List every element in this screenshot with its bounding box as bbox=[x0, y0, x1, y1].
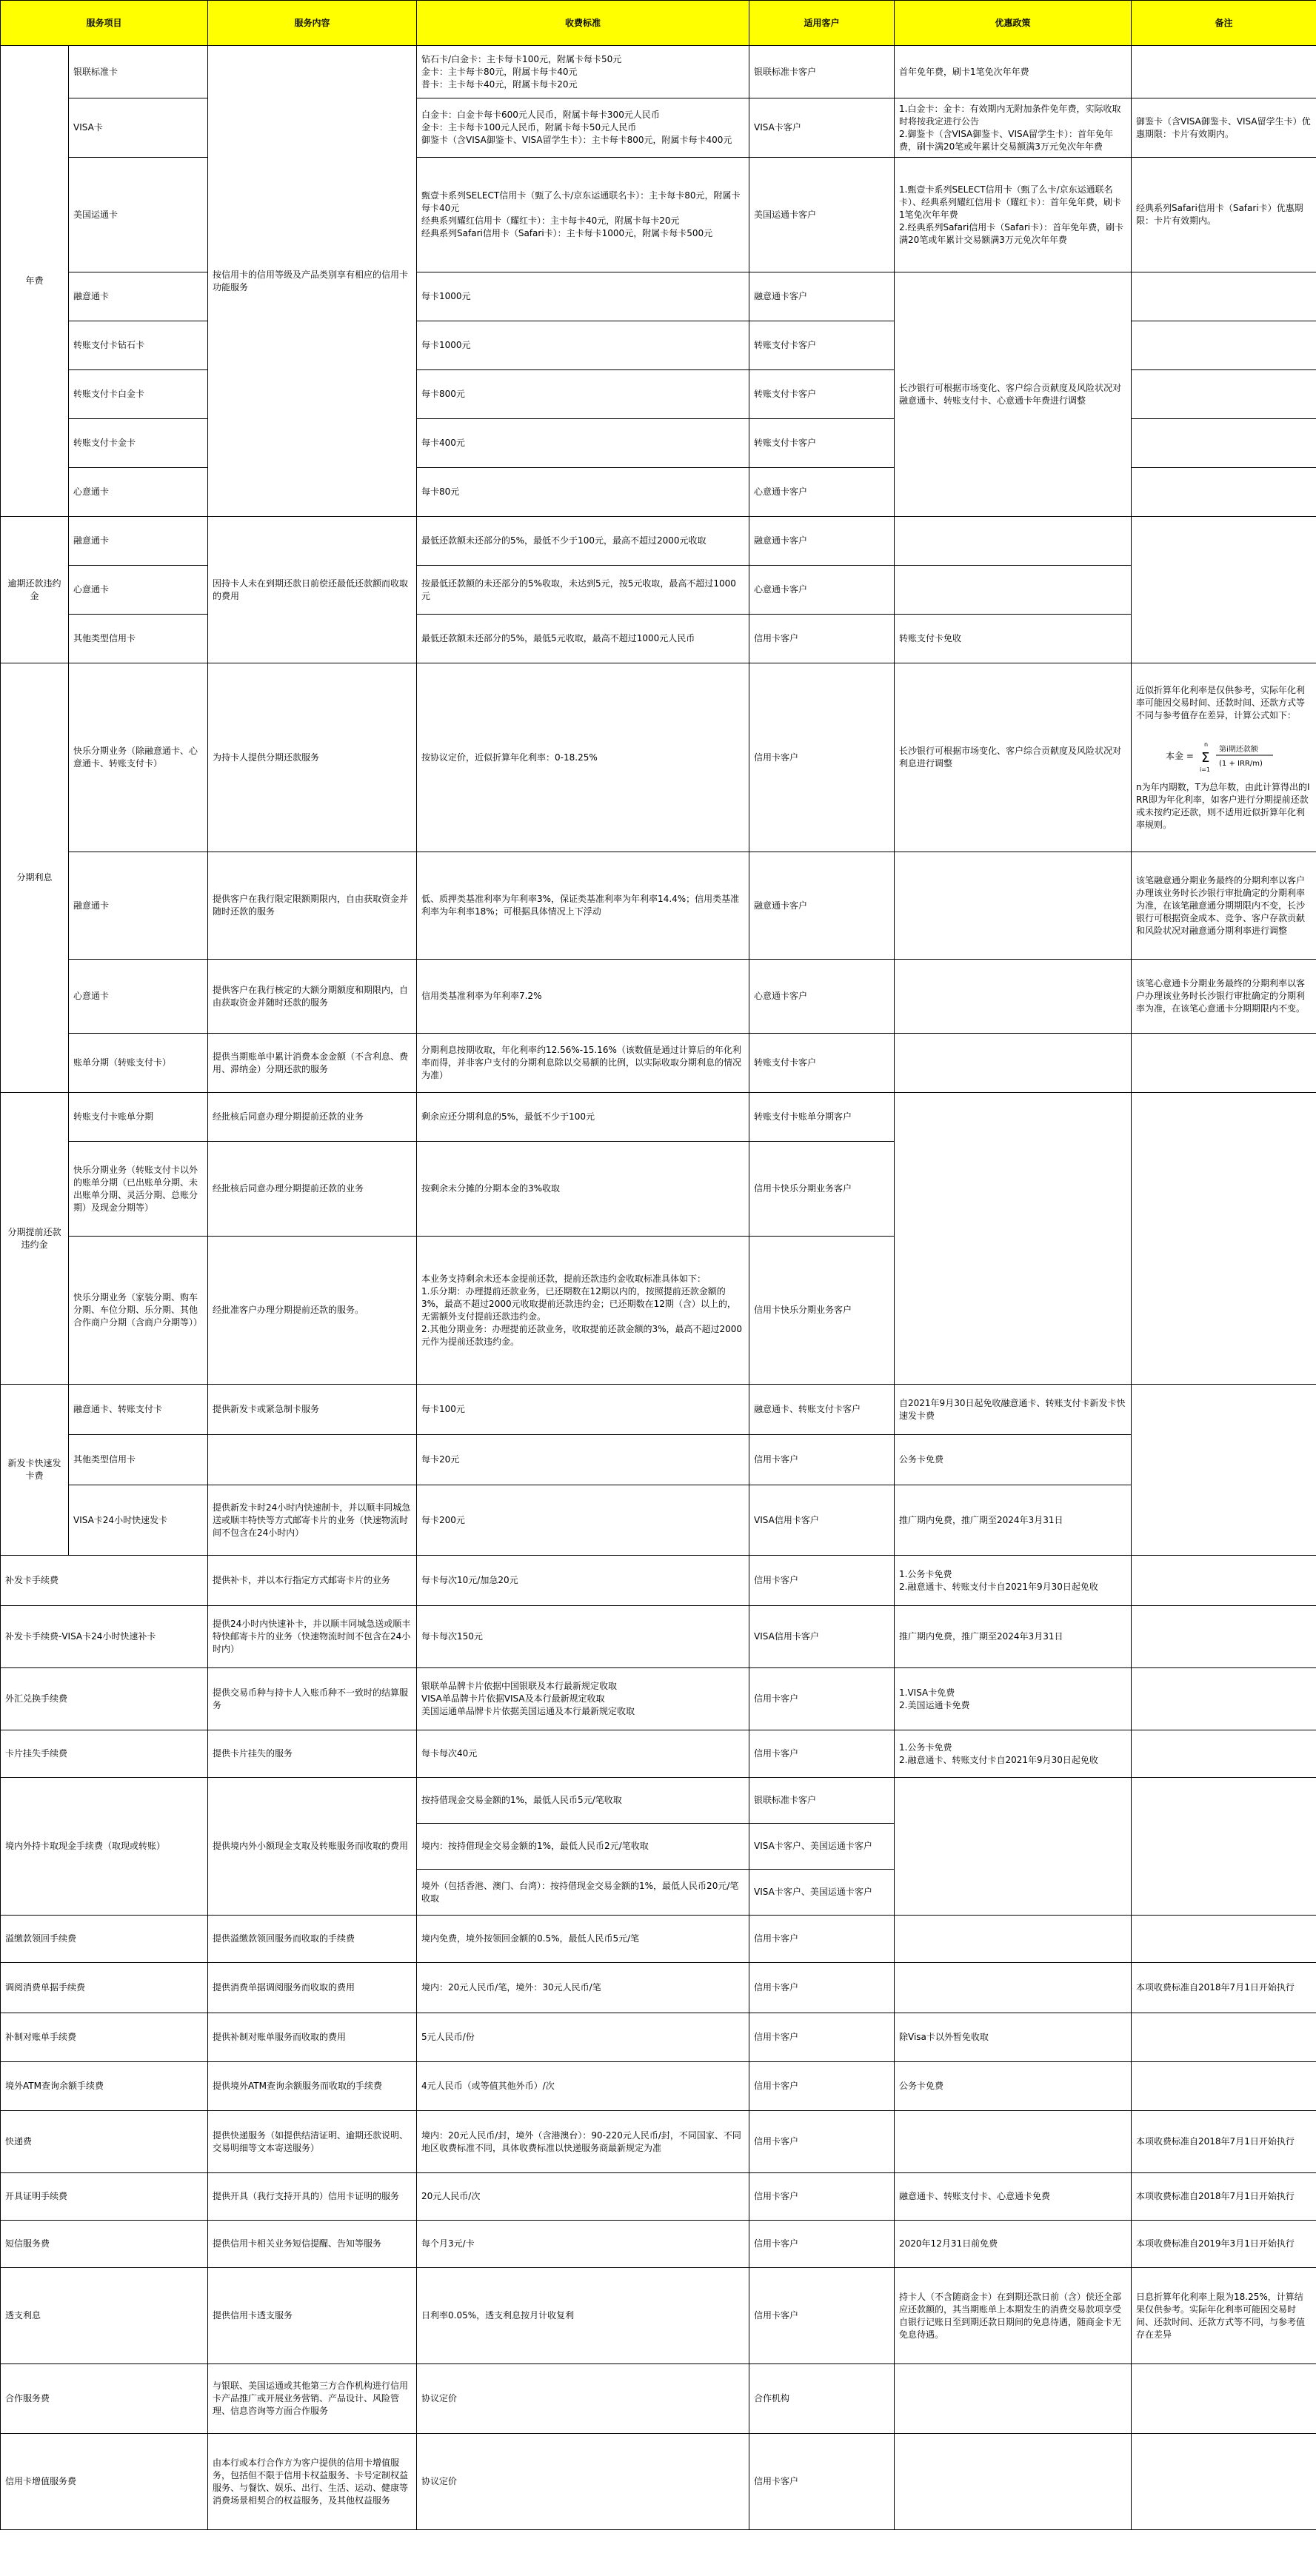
item-cell: 合作服务费 bbox=[1, 2364, 208, 2434]
table-row bbox=[1, 1778, 1316, 1824]
customer-cell: 信用卡客户 bbox=[749, 1556, 895, 1606]
policy-cell: 推广期内免费，推广期至2024年3月31日 bbox=[895, 1485, 1132, 1556]
item-cell: 透支利息 bbox=[1, 2268, 208, 2364]
table-row bbox=[1, 1435, 1316, 1485]
table-row bbox=[1, 1668, 1316, 1730]
fee-cell: 每卡100元 bbox=[417, 1385, 749, 1435]
fee-cell: 20元人民币/次 bbox=[417, 2173, 749, 2221]
header-row bbox=[1, 1, 1316, 46]
note-cell: 日息折算年化利率上限为18.25%，计算结果仅供参考。实际年化利率可能因交易时间、还款时间、还款方式等不同，与参考值存在差异 bbox=[1132, 2268, 1316, 2364]
note-cell bbox=[1132, 1606, 1316, 1668]
policy-cell bbox=[895, 2111, 1132, 2173]
item-cell: 补制对账单手续费 bbox=[1, 2013, 208, 2062]
customer-cell: 信用卡快乐分期业务客户 bbox=[749, 1237, 895, 1385]
customer-cell: 融意通卡、转账支付卡客户 bbox=[749, 1385, 895, 1435]
note-text: 近似折算年化利率是仅供参考，实际年化利率可能因交易时间、还款时间、还款方式等不同与参考值存在差异，计算公式如下： bbox=[1136, 684, 1306, 720]
policy-cell: 2020年12月31日前免费 bbox=[895, 2221, 1132, 2268]
customer-cell: 美国运通卡客户 bbox=[749, 158, 895, 272]
item-cell: 融意通卡、转账支付卡 bbox=[69, 1385, 208, 1435]
policy-cell bbox=[895, 852, 1132, 960]
policy-cell bbox=[895, 1093, 1132, 1385]
note-cell bbox=[1132, 2364, 1316, 2434]
content-cell: 提供消费单据调阅服务而收取的费用 bbox=[208, 1963, 417, 2013]
table-row bbox=[1, 2062, 1316, 2111]
policy-cell: 自2021年9月30日起免收融意通卡、转账支付卡新发卡快速发卡费 bbox=[895, 1385, 1132, 1435]
policy-cell: 1.公务卡免费 2.融意通卡、转账支付卡自2021年9月30日起免收 bbox=[895, 1730, 1132, 1778]
fee-cell: 每卡每次150元 bbox=[417, 1606, 749, 1668]
note-cell bbox=[1132, 1730, 1316, 1778]
content-cell: 提供客户在我行核定的大额分期额度和期限内，自由获取资金并随时还款的服务 bbox=[208, 960, 417, 1034]
item-cell: 账单分期（转账支付卡） bbox=[69, 1034, 208, 1093]
header-fee-standard: 收费标准 bbox=[417, 1, 749, 46]
customer-cell: 信用卡快乐分期业务客户 bbox=[749, 1142, 895, 1237]
item-cell: VISA卡24小时快速发卡 bbox=[69, 1485, 208, 1556]
customer-cell: 心意通卡客户 bbox=[749, 566, 895, 615]
customer-cell: 信用卡客户 bbox=[749, 615, 895, 663]
note-cell bbox=[1132, 1034, 1316, 1093]
item-cell: 融意通卡 bbox=[69, 517, 208, 566]
note-cell bbox=[1132, 2062, 1316, 2111]
customer-cell: 心意通卡客户 bbox=[749, 468, 895, 517]
customer-cell: VISA卡客户、美国运通卡客户 bbox=[749, 1824, 895, 1870]
content-cell: 经批核后同意办理分期提前还款的业务 bbox=[208, 1142, 417, 1237]
policy-cell: 1.白金卡：金卡：有效期内无附加条件免年费，实际收取时将按我定进行公告 2.御鉴卡（含VISA御鉴卡、VISA留学生卡）：首年免年费，刷卡满20笔或年累计交易额满3万元免次年年费 bbox=[895, 98, 1132, 158]
category-installment: 分期利息 bbox=[1, 663, 69, 1093]
content-cell: 提供卡片挂失的服务 bbox=[208, 1730, 417, 1778]
note-cell: 该笔融意通分期业务最终的分期利率以客户办理该业务时长沙银行审批确定的分期利率为准，在该笔融意通分期期限内不变，长沙银行可根据资金成本、竞争、客户存款贡献和风险状况对融意通分期利率进行调整 bbox=[1132, 852, 1316, 960]
formula-sum-bot: i=1 bbox=[1200, 766, 1211, 773]
formula-numerator: 第i期还款额 bbox=[1219, 745, 1258, 754]
category-prepay: 分期提前还款违约金 bbox=[1, 1093, 69, 1385]
policy-cell: 首年免年费，刷卡1笔免次年年费 bbox=[895, 46, 1132, 98]
customer-cell: 信用卡客户 bbox=[749, 1730, 895, 1778]
item-cell: 心意通卡 bbox=[69, 566, 208, 615]
item-cell: 补发卡手续费-VISA卡24小时快速补卡 bbox=[1, 1606, 208, 1668]
header-policy: 优惠政策 bbox=[895, 1, 1132, 46]
fee-cell: 协议定价 bbox=[417, 2434, 749, 2530]
customer-cell: 转账支付卡客户 bbox=[749, 419, 895, 468]
table-row bbox=[1, 2221, 1316, 2268]
item-cell: 转账支付卡账单分期 bbox=[69, 1093, 208, 1142]
table-row bbox=[1, 2111, 1316, 2173]
fee-cell: 每卡800元 bbox=[417, 370, 749, 419]
policy-cell: 持卡人（不含随商金卡）在到期还款日前（含）偿还全部应还款额的，其当期账单上本期发生的消费交易款项享受自银行记账日至到期还款日期间的免息待遇，随商金卡无免息待遇。 bbox=[895, 2268, 1132, 2364]
item-cell: 其他类型信用卡 bbox=[69, 1435, 208, 1485]
table-row bbox=[1, 1093, 1316, 1142]
fee-cell: 剩余应还分期利息的5%，最低不少于100元 bbox=[417, 1093, 749, 1142]
fee-cell: 每卡80元 bbox=[417, 468, 749, 517]
fee-cell: 日利率0.05%，透支利息按月计收复利 bbox=[417, 2268, 749, 2364]
customer-cell: 信用卡客户 bbox=[749, 2013, 895, 2062]
fee-cell: 每卡400元 bbox=[417, 419, 749, 468]
policy-cell bbox=[895, 1778, 1132, 1916]
note-cell: 本项收费标准自2018年7月1日开始执行 bbox=[1132, 2173, 1316, 2221]
content-cell: 提供新发卡或紧急制卡服务 bbox=[208, 1385, 417, 1435]
policy-cell: 长沙银行可根据市场变化、客户综合贡献度及风险状况对利息进行调整 bbox=[895, 663, 1132, 852]
customer-cell: 信用卡客户 bbox=[749, 1963, 895, 2013]
policy-cell: 除Visa卡以外暂免收取 bbox=[895, 2013, 1132, 2062]
content-cell: 提供24小时内快速补卡，并以顺丰同城急送或顺丰特快邮寄卡片的业务（快速物流时间不包含在24小时内） bbox=[208, 1606, 417, 1668]
fee-cell: 每卡1000元 bbox=[417, 272, 749, 321]
policy-cell bbox=[895, 1916, 1132, 1963]
table-row bbox=[1, 2173, 1316, 2221]
customer-cell: 心意通卡客户 bbox=[749, 960, 895, 1034]
policy-cell bbox=[895, 2434, 1132, 2530]
fee-cell: 白金卡：白金卡每卡600元人民币，附属卡每卡300元人民币 金卡：主卡每卡100元人民币，附属卡每卡50元人民币 御鉴卡（含VISA御鉴卡、VISA留学生卡）：主卡每卡800元，附属卡每卡400元 bbox=[417, 98, 749, 158]
table-row bbox=[1, 1034, 1316, 1093]
table-row bbox=[1, 1385, 1316, 1435]
item-cell: 转账支付卡钻石卡 bbox=[69, 321, 208, 370]
item-cell: 卡片挂失手续费 bbox=[1, 1730, 208, 1778]
content-cell: 提供境外ATM查询余额服务而收取的手续费 bbox=[208, 2062, 417, 2111]
table-row bbox=[1, 852, 1316, 960]
policy-cell: 1.甄壹卡系列SELECT信用卡（甄了么卡/京东运通联名卡）、经典系列耀红信用卡（耀红卡）：首年免年费，刷卡1笔免次年年费 2.经典系列Safari信用卡（Safari卡）：首年免年费，刷卡满20笔或年累计交易额满3万元免次年年费 bbox=[895, 158, 1132, 272]
fee-cell: 甄壹卡系列SELECT信用卡（甄了么卡/京东运通联名卡）：主卡每卡80元，附属卡每卡40元 经典系列耀红信用卡（耀红卡）：主卡每卡40元，附属卡每卡20元 经典系列Safari信用卡（Safari卡）：主卡每卡1000元，附属卡每卡500元 bbox=[417, 158, 749, 272]
content-cell: 提供补制对账单服务而收取的费用 bbox=[208, 2013, 417, 2062]
content-cell: 提供快递服务（如提供结清证明、逾期还款说明、交易明细等文本寄送服务） bbox=[208, 2111, 417, 2173]
content-cell: 提供信用卡相关业务短信提醒、告知等服务 bbox=[208, 2221, 417, 2268]
customer-cell: 银联标准卡客户 bbox=[749, 1778, 895, 1824]
formula-sum-top: n bbox=[1204, 740, 1209, 748]
fee-cell: 按剩余未分摊的分期本金的3%收取 bbox=[417, 1142, 749, 1237]
fee-cell: 最低还款额未还部分的5%，最低不少于100元，最高不超过2000元收取 bbox=[417, 517, 749, 566]
item-cell: 心意通卡 bbox=[69, 960, 208, 1034]
fee-cell: 按持借现金交易金额的1%，最低人民币5元/笔收取 bbox=[417, 1778, 749, 1824]
item-cell: 快乐分期业务（家装分期、购车分期、车位分期、乐分期、其他合作商户分期（含商户分期等）） bbox=[69, 1237, 208, 1385]
customer-cell: 信用卡客户 bbox=[749, 2268, 895, 2364]
customer-cell: 信用卡客户 bbox=[749, 1916, 895, 1963]
item-cell: 其他类型信用卡 bbox=[69, 615, 208, 663]
fee-cell: 每卡每次10元/加急20元 bbox=[417, 1556, 749, 1606]
formula-sigma: Σ bbox=[1201, 749, 1210, 766]
fee-cell: 每卡200元 bbox=[417, 1485, 749, 1556]
table-row bbox=[1, 663, 1316, 852]
item-cell: 银联标准卡 bbox=[69, 46, 208, 98]
note-cell bbox=[1132, 419, 1316, 468]
fee-cell: 境内：20元人民币/笔，境外：30元人民币/笔 bbox=[417, 1963, 749, 2013]
fee-cell: 按协议定价，近似折算年化利率：0-18.25% bbox=[417, 663, 749, 852]
customer-cell: 信用卡客户 bbox=[749, 2062, 895, 2111]
fee-cell: 4元人民币（或等值其他外币）/次 bbox=[417, 2062, 749, 2111]
note-cell bbox=[1132, 2013, 1316, 2062]
customer-cell: 信用卡客户 bbox=[749, 663, 895, 852]
customer-cell: 信用卡客户 bbox=[749, 2111, 895, 2173]
fee-cell: 分期利息按期收取，年化利率约12.56%-15.16%（该数值是通过计算后的年化利率而得，并非客户支付的分期利息除以交易额的比例，以实际收取分期利息的情况为准） bbox=[417, 1034, 749, 1093]
policy-cell: 转账支付卡免收 bbox=[895, 615, 1132, 663]
fee-cell: 境外（包括香港、澳门、台湾）：按持借现金交易金额的1%，最低人民币20元/笔收取 bbox=[417, 1870, 749, 1916]
irr-formula bbox=[1166, 739, 1277, 773]
content-cell: 与银联、美国运通或其他第三方合作机构进行信用卡产品推广或开展业务营销、产品设计、风险管理、信息咨询等方面合作服务 bbox=[208, 2364, 417, 2434]
customer-cell: 转账支付卡账单分期客户 bbox=[749, 1093, 895, 1142]
item-cell: 信用卡增值服务费 bbox=[1, 2434, 208, 2530]
item-cell: 转账支付卡白金卡 bbox=[69, 370, 208, 419]
note-cell: 该笔心意通卡分期业务最终的分期利率以客户办理该业务时长沙银行审批确定的分期利率为准，在该笔心意通卡分期期限内不变。 bbox=[1132, 960, 1316, 1034]
item-cell: 融意通卡 bbox=[69, 272, 208, 321]
policy-cell bbox=[895, 960, 1132, 1034]
item-cell: 心意通卡 bbox=[69, 468, 208, 517]
table-row bbox=[1, 1606, 1316, 1668]
table-row bbox=[1, 2434, 1316, 2530]
policy-cell bbox=[895, 2364, 1132, 2434]
item-cell: VISA卡 bbox=[69, 98, 208, 158]
content-cell: 按信用卡的信用等级及产品类别享有相应的信用卡功能服务 bbox=[208, 46, 417, 517]
policy-cell: 融意通卡、转账支付卡、心意通卡免费 bbox=[895, 2173, 1132, 2221]
fee-cell: 按最低还款额的未还部分的5%收取，未达到5元，按5元收取，最高不超过1000元 bbox=[417, 566, 749, 615]
item-cell: 境内外持卡取现金手续费（取现或转账） bbox=[1, 1778, 208, 1916]
table-row bbox=[1, 1485, 1316, 1556]
fee-cell: 信用类基准利率为年利率7.2% bbox=[417, 960, 749, 1034]
fee-cell: 境内：按持借现金交易金额的1%，最低人民币2元/笔收取 bbox=[417, 1824, 749, 1870]
category-overdue: 逾期还款违约金 bbox=[1, 517, 69, 663]
policy-cell bbox=[895, 517, 1132, 566]
item-cell: 外汇兑换手续费 bbox=[1, 1668, 208, 1730]
content-cell: 因持卡人未在到期还款日前偿还最低还款额而收取的费用 bbox=[208, 517, 417, 663]
content-cell: 提供开具（我行支持开具的）信用卡证明的服务 bbox=[208, 2173, 417, 2221]
policy-cell bbox=[895, 1963, 1132, 2013]
fee-cell: 协议定价 bbox=[417, 2364, 749, 2434]
customer-cell: 融意通卡客户 bbox=[749, 272, 895, 321]
note-cell: 本项收费标准自2019年3月1日开始执行 bbox=[1132, 2221, 1316, 2268]
content-cell: 由本行或本行合作方为客户提供的信用卡增值服务，包括但不限于信用卡权益服务、卡号定制权益服务、与餐饮、娱乐、出行、生活、运动、健康等消费场景相契合的权益服务，及其他权益服务 bbox=[208, 2434, 417, 2530]
note-cell: 经典系列Safari信用卡（Safari卡）优惠期限：卡片有效期内。 bbox=[1132, 158, 1316, 272]
policy-cell bbox=[895, 1034, 1132, 1093]
content-cell: 经批准客户办理分期提前还款的服务。 bbox=[208, 1237, 417, 1385]
content-cell: 提供交易币种与持卡人入账币种不一致时的结算服务 bbox=[208, 1668, 417, 1730]
table-row bbox=[1, 960, 1316, 1034]
note-cell: 本项收费标准自2018年7月1日开始执行 bbox=[1132, 1963, 1316, 2013]
table-row bbox=[1, 272, 1316, 321]
content-cell: 提供当期账单中累计消费本金金额（不含利息、费用、滞纳金）分期还款的服务 bbox=[208, 1034, 417, 1093]
item-cell: 溢缴款领回手续费 bbox=[1, 1916, 208, 1963]
customer-cell: 信用卡客户 bbox=[749, 2221, 895, 2268]
table-row bbox=[1, 1963, 1316, 2013]
header-service-item: 服务项目 bbox=[1, 1, 208, 46]
item-cell: 快乐分期业务（除融意通卡、心意通卡、转账支付卡） bbox=[69, 663, 208, 852]
customer-cell: 合作机构 bbox=[749, 2364, 895, 2434]
policy-cell: 公务卡免费 bbox=[895, 1435, 1132, 1485]
table-row bbox=[1, 2364, 1316, 2434]
note-cell: 御鉴卡（含VISA御鉴卡、VISA留学生卡）优惠期限：卡片有效期内。 bbox=[1132, 98, 1316, 158]
category-urgent: 新发卡快速发卡费 bbox=[1, 1385, 69, 1556]
customer-cell: 融意通卡客户 bbox=[749, 852, 895, 960]
table-row bbox=[1, 1916, 1316, 1963]
header-customer: 适用客户 bbox=[749, 1, 895, 46]
note-cell bbox=[1132, 1385, 1316, 1556]
item-cell: 补发卡手续费 bbox=[1, 1556, 208, 1606]
note-cell bbox=[1132, 321, 1316, 370]
note-cell bbox=[1132, 46, 1316, 98]
item-cell: 快乐分期业务（转账支付卡以外的账单分期（已出账单分期、未出账单分期、灵活分期、总账分期）及现金分期等） bbox=[69, 1142, 208, 1237]
customer-cell: 信用卡客户 bbox=[749, 1668, 895, 1730]
content-cell: 经批核后同意办理分期提前还款的业务 bbox=[208, 1093, 417, 1142]
customer-cell: VISA卡客户 bbox=[749, 98, 895, 158]
note-cell bbox=[1132, 1778, 1316, 1916]
fee-cell: 每个月3元/卡 bbox=[417, 2221, 749, 2268]
table-row bbox=[1, 98, 1316, 158]
content-cell bbox=[208, 1435, 417, 1485]
note-text-2: n为年内期数，T为总年数，由此计算得出的IRR即为年化利率，如客户进行分期提前还款或未按约定还款，则不适用近似折算年化利率规则。 bbox=[1136, 781, 1310, 830]
table-row bbox=[1, 158, 1316, 272]
customer-cell: 融意通卡客户 bbox=[749, 517, 895, 566]
fee-cell: 境内免费，境外按领回金额的0.5%，最低人民币5元/笔 bbox=[417, 1916, 749, 1963]
note-cell bbox=[1132, 2434, 1316, 2530]
customer-cell: 信用卡客户 bbox=[749, 1435, 895, 1485]
customer-cell: VISA卡客户、美国运通卡客户 bbox=[749, 1870, 895, 1916]
fee-cell: 本业务支持剩余未还本金提前还款，提前还款违约金收取标准具体如下： 1.乐分期：办理提前还款业务，已还期数在12期以内的，按照提前还款金额的3%，最高不超过2000元收取提前还款违约金；已还期数在12期（含）以上的，无需额外支付提前还款违约金。 2.其他分期业务：办理提前还款业务，收取提前还款金额的3%，最高不超过2000元作为提前还款违约金。 bbox=[417, 1237, 749, 1385]
fee-cell: 5元人民币/份 bbox=[417, 2013, 749, 2062]
policy-cell: 1.VISA卡免费 2.美国运通卡免费 bbox=[895, 1668, 1132, 1730]
note-cell bbox=[1132, 1556, 1316, 1606]
note-cell bbox=[1132, 1093, 1316, 1385]
content-cell: 提供补卡，并以本行指定方式邮寄卡片的业务 bbox=[208, 1556, 417, 1606]
note-cell bbox=[1132, 370, 1316, 419]
note-cell bbox=[1132, 1916, 1316, 1963]
note-cell bbox=[1132, 663, 1316, 852]
header-note: 备注 bbox=[1132, 1, 1316, 46]
customer-cell: 转账支付卡客户 bbox=[749, 370, 895, 419]
table-row bbox=[1, 566, 1316, 615]
customer-cell: VISA信用卡客户 bbox=[749, 1606, 895, 1668]
table-row bbox=[1, 46, 1316, 98]
customer-cell: VISA信用卡客户 bbox=[749, 1485, 895, 1556]
item-cell: 短信服务费 bbox=[1, 2221, 208, 2268]
policy-cell: 1.公务卡免费 2.融意通卡、转账支付卡自2021年9月30日起免收 bbox=[895, 1556, 1132, 1606]
note-cell bbox=[1132, 272, 1316, 321]
fee-cell: 最低还款额未还部分的5%，最低5元收取，最高不超过1000元人民币 bbox=[417, 615, 749, 663]
content-cell: 提供客户在我行限定限额期限内，自由获取资金并随时还款的服务 bbox=[208, 852, 417, 960]
item-cell: 境外ATM查询余额手续费 bbox=[1, 2062, 208, 2111]
policy-cell: 推广期内免费，推广期至2024年3月31日 bbox=[895, 1606, 1132, 1668]
fee-cell: 境内：20元人民币/封，境外（含港澳台）：90-220元人民币/封，不同国家、不同地区收费标准不同，具体收费标准以快递服务商最新规定为准 bbox=[417, 2111, 749, 2173]
fee-cell: 每卡20元 bbox=[417, 1435, 749, 1485]
customer-cell: 转账支付卡客户 bbox=[749, 321, 895, 370]
category-annual: 年费 bbox=[1, 46, 69, 517]
fee-cell: 低、质押类基准利率为年利率3%，保证类基准利率为年利率14.4%；信用类基准利率为年利率18%；可根据具体情况上下浮动 bbox=[417, 852, 749, 960]
item-cell: 快递费 bbox=[1, 2111, 208, 2173]
content-cell: 提供信用卡透支服务 bbox=[208, 2268, 417, 2364]
note-cell bbox=[1132, 468, 1316, 517]
customer-cell: 转账支付卡客户 bbox=[749, 1034, 895, 1093]
fee-cell: 每卡1000元 bbox=[417, 321, 749, 370]
content-cell: 提供境内外小额现金支取及转账服务而收取的费用 bbox=[208, 1778, 417, 1916]
content-cell: 为持卡人提供分期还款服务 bbox=[208, 663, 417, 852]
fee-cell: 每卡每次40元 bbox=[417, 1730, 749, 1778]
content-cell: 提供新发卡时24小时内快速制卡，并以顺丰同城急送或顺丰特快等方式邮寄卡片的业务（快速物流时间不包含在24小时内） bbox=[208, 1485, 417, 1556]
customer-cell: 信用卡客户 bbox=[749, 2173, 895, 2221]
table-row bbox=[1, 1556, 1316, 1606]
table-row bbox=[1, 615, 1316, 663]
fee-cell: 钻石卡/白金卡：主卡每卡100元，附属卡每卡50元 金卡：主卡每卡80元，附属卡每卡40元 普卡：主卡每卡40元，附属卡每卡20元 bbox=[417, 46, 749, 98]
table-row bbox=[1, 2013, 1316, 2062]
policy-cell: 公务卡免费 bbox=[895, 2062, 1132, 2111]
table-row bbox=[1, 2268, 1316, 2364]
item-cell: 调阅消费单据手续费 bbox=[1, 1963, 208, 2013]
content-cell: 提供溢缴款领回服务而收取的手续费 bbox=[208, 1916, 417, 1963]
header-service-content: 服务内容 bbox=[208, 1, 417, 46]
fee-cell: 银联单品牌卡片依据中国银联及本行最新规定收取 VISA单品牌卡片依据VISA及本行最新规定收取 美国运通单品牌卡片依据美国运通及本行最新规定收取 bbox=[417, 1668, 749, 1730]
item-cell: 开具证明手续费 bbox=[1, 2173, 208, 2221]
formula-lhs: 本金 = bbox=[1166, 750, 1194, 761]
note-cell: 本项收费标准自2018年7月1日开始执行 bbox=[1132, 2111, 1316, 2173]
policy-cell: 长沙银行可根据市场变化、客户综合贡献度及风险状况对融意通卡、转账支付卡、心意通卡年费进行调整 bbox=[895, 272, 1132, 517]
note-cell bbox=[1132, 1668, 1316, 1730]
item-cell: 转账支付卡金卡 bbox=[69, 419, 208, 468]
customer-cell: 银联标准卡客户 bbox=[749, 46, 895, 98]
note-cell bbox=[1132, 517, 1316, 663]
customer-cell: 信用卡客户 bbox=[749, 2434, 895, 2530]
policy-cell bbox=[895, 566, 1132, 615]
formula-denominator: (1 + IRR/m) bbox=[1219, 759, 1263, 768]
table-row bbox=[1, 1730, 1316, 1778]
table-row bbox=[1, 517, 1316, 566]
item-cell: 美国运通卡 bbox=[69, 158, 208, 272]
item-cell: 融意通卡 bbox=[69, 852, 208, 960]
